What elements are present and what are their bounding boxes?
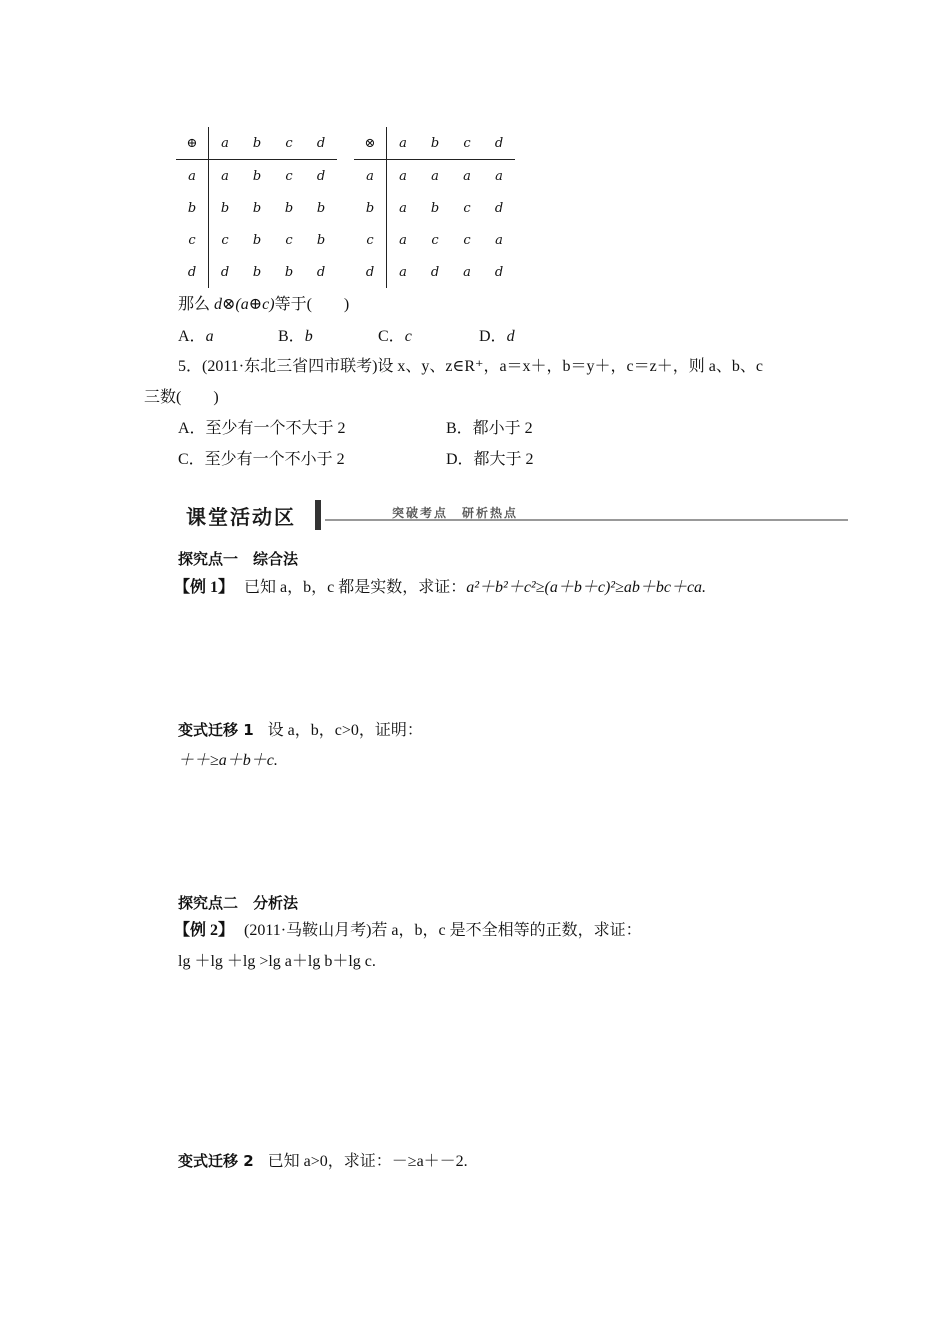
plus-cell: d xyxy=(316,168,326,184)
plus-cell: b xyxy=(220,200,230,216)
plus-cell: c xyxy=(176,224,209,256)
plus-cell: c xyxy=(285,168,293,184)
times-row xyxy=(354,224,515,256)
q4-option-d xyxy=(479,327,515,347)
banner-title: 课堂活动区 xyxy=(186,505,296,529)
plus-cell: b xyxy=(316,200,326,216)
times-row xyxy=(354,160,515,193)
times-cell: a xyxy=(399,200,407,216)
q4-option-c-value: c xyxy=(404,328,412,345)
q4-stem-prefix: 那么 xyxy=(178,296,215,313)
variant1-tag: 变式迁移 1 xyxy=(178,721,254,739)
times-cell: c xyxy=(354,224,387,256)
times-header-cell: a xyxy=(387,127,420,160)
times-cell: d xyxy=(354,256,387,288)
plus-cell: b xyxy=(284,200,294,216)
plus-row xyxy=(176,256,337,288)
q4-stem-suffix: 等于( ) xyxy=(274,296,350,313)
q4-option-a-label: A． xyxy=(178,328,206,345)
times-header-row xyxy=(354,127,515,160)
q5-stem-line1: 5．(2011·东北三省四市联考)设 x、y、z∈R⁺，a＝x＋，b＝y＋，c＝z＋，则 a、b、c xyxy=(178,358,763,375)
plus-cell: c xyxy=(285,232,293,248)
times-row xyxy=(354,256,515,288)
q4-stem-expr: d⊗(a⊕c) xyxy=(214,296,275,313)
times-row xyxy=(354,192,515,224)
plus-cell: d xyxy=(316,264,326,280)
plus-header-cell: c xyxy=(273,127,305,160)
plus-cell: b xyxy=(252,232,262,248)
plus-cell: d xyxy=(220,264,230,280)
times-cell: d xyxy=(430,264,440,280)
times-cell: d xyxy=(494,200,504,216)
plus-operation-table xyxy=(176,127,337,288)
plus-cell: a xyxy=(221,168,229,184)
plus-cell: a xyxy=(176,160,209,193)
times-cell: b xyxy=(430,200,440,216)
plus-cell: b xyxy=(252,168,262,184)
section2-heading: 探究点二 分析法 xyxy=(178,894,299,912)
variant1 xyxy=(178,720,423,741)
times-cell: a xyxy=(399,264,407,280)
plus-row xyxy=(176,192,337,224)
times-cell: a xyxy=(431,168,439,184)
times-cell: a xyxy=(399,168,407,184)
times-header-cell: b xyxy=(419,127,451,160)
plus-header-cell: b xyxy=(241,127,273,160)
q4-option-a-value: a xyxy=(205,328,214,345)
q5-option-b: B．都小于 2 xyxy=(446,420,533,437)
plus-header-cell: d xyxy=(305,127,337,160)
times-cell: b xyxy=(354,192,387,224)
q5-option-d: D．都大于 2 xyxy=(446,451,534,468)
plus-header-cell: ⊕ xyxy=(176,127,209,160)
example2 xyxy=(174,921,642,941)
times-cell: d xyxy=(494,264,504,280)
section-banner xyxy=(180,497,848,533)
times-header-cell: d xyxy=(483,127,515,160)
times-cell: c xyxy=(431,232,439,248)
times-cell: a xyxy=(463,168,471,184)
times-cell: a xyxy=(354,160,387,193)
q5-stem-line2: 三数( ) xyxy=(144,389,219,406)
q4-option-c-label: C． xyxy=(378,328,405,345)
example1 xyxy=(174,578,706,598)
q5-option-c: C．至少有一个不小于 2 xyxy=(178,451,345,468)
q4-option-a xyxy=(178,327,214,347)
plus-header-row xyxy=(176,127,337,160)
times-cell: a xyxy=(399,232,407,248)
section1-heading: 探究点一 综合法 xyxy=(178,550,299,568)
plus-cell: b xyxy=(176,192,209,224)
example1-math: a²＋b²＋c²≥(a＋b＋c)²≥ab＋bc＋ca. xyxy=(466,579,707,596)
plus-cell: b xyxy=(284,264,294,280)
example2-text: (2011·马鞍山月考)若 a，b，c 是不全相等的正数，求证： xyxy=(244,922,642,939)
variant2 xyxy=(178,1151,468,1172)
plus-cell: d xyxy=(176,256,209,288)
times-operation-table xyxy=(354,127,515,288)
q4-option-d-value: d xyxy=(506,328,515,345)
q4-stem xyxy=(178,295,349,315)
q4-option-c xyxy=(378,327,412,347)
plus-row xyxy=(176,160,337,193)
times-cell: c xyxy=(463,232,471,248)
plus-row xyxy=(176,224,337,256)
times-cell: a xyxy=(463,264,471,280)
q4-option-b-label: B． xyxy=(278,328,305,345)
example1-tag: 【例 1】 xyxy=(174,579,235,596)
q5-option-a: A．至少有一个不大于 2 xyxy=(178,420,346,437)
times-cell: c xyxy=(463,200,471,216)
plus-header-cell: a xyxy=(209,127,242,160)
variant1-text: 设 a，b，c>0，证明： xyxy=(267,722,423,739)
times-header-cell: c xyxy=(451,127,483,160)
banner-subtitle: 突破考点 研析热点 xyxy=(392,506,519,520)
q4-option-b xyxy=(278,327,313,347)
plus-cell: b xyxy=(252,264,262,280)
q4-option-d-label: D． xyxy=(479,328,507,345)
plus-cell: b xyxy=(252,200,262,216)
times-header-cell: ⊗ xyxy=(354,127,387,160)
plus-cell: b xyxy=(316,232,326,248)
times-cell: a xyxy=(495,232,503,248)
variant1-line2: ＋＋≥a＋b＋c. xyxy=(178,752,278,769)
banner-divider-bar xyxy=(315,500,321,530)
variant2-text: 已知 a>0，求证：－≥a＋－2. xyxy=(267,1153,468,1170)
example1-text: 已知 a，b，c 都是实数，求证： xyxy=(244,579,467,596)
q4-option-b-value: b xyxy=(304,328,313,345)
plus-cell: c xyxy=(221,232,229,248)
variant2-tag: 变式迁移 2 xyxy=(178,1152,254,1170)
times-cell: a xyxy=(495,168,503,184)
example2-tag: 【例 2】 xyxy=(174,922,235,939)
example2-line2: lg ＋lg ＋lg >lg a＋lg b＋lg c. xyxy=(178,953,376,970)
